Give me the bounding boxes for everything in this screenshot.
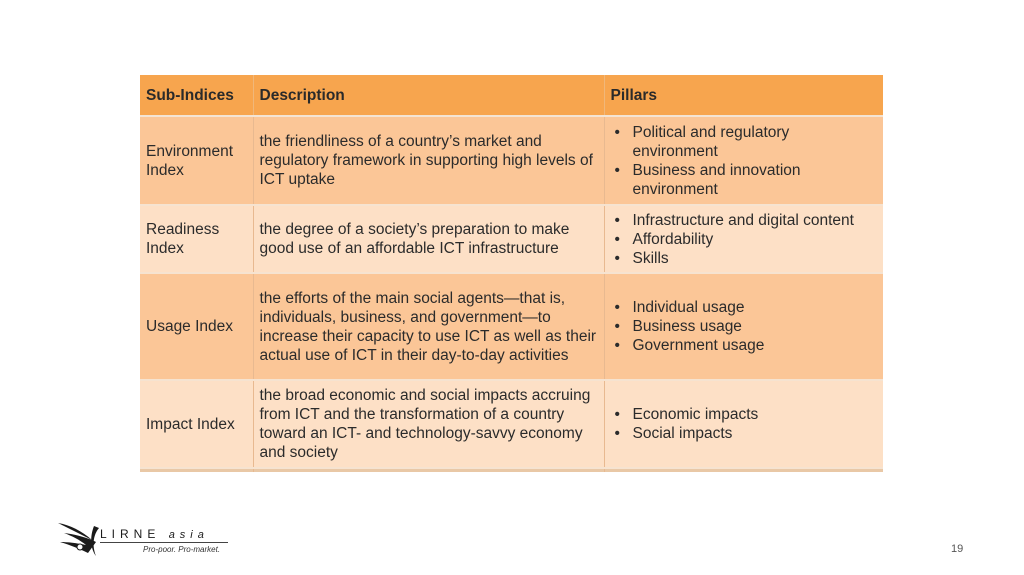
table-row: [140, 205, 883, 273]
pillar-item: • Social impacts: [611, 424, 878, 443]
header-description: Description: [253, 75, 604, 116]
logo-name-main: LIRNE: [100, 527, 161, 541]
sub-index-cell: Readiness Index: [140, 205, 253, 273]
logo-eye-shape: [77, 544, 83, 550]
pillar-item: • Individual usage: [611, 298, 878, 317]
description-cell: the friendliness of a country’s market and regulatory framework in supporting high levels of ICT uptake: [253, 116, 604, 205]
logo-wordmark: [100, 527, 209, 541]
table-row: [140, 273, 883, 380]
table-header-row: [140, 75, 883, 116]
footer-strip-cell: [604, 468, 883, 472]
description-cell: the degree of a society’s preparation to make good use of an affordable ICT infrastructure: [253, 205, 604, 273]
pillar-item: • Infrastructure and digital content: [611, 211, 878, 230]
pillars-list: [611, 123, 878, 199]
table-row: [140, 116, 883, 205]
table-footer-strip: [140, 468, 883, 472]
pillar-item: • Affordability: [611, 230, 878, 249]
pillars-cell: [604, 380, 883, 468]
pillar-item: • Business and innovation environment: [611, 161, 878, 199]
logo-divider: [100, 542, 228, 543]
pillars-cell: [604, 273, 883, 380]
pillar-item: • Political and regulatory environment: [611, 123, 878, 161]
footer-strip-cell: [140, 468, 253, 472]
pillars-list: [611, 298, 878, 355]
sub-index-cell: Environment Index: [140, 116, 253, 205]
description-cell: the broad economic and social impacts accruing from ICT and the transformation of a country toward an ICT- and technology-savvy economy and society: [253, 380, 604, 468]
header-pillars: Pillars: [604, 75, 883, 116]
sub-index-cell: Impact Index: [140, 380, 253, 468]
pillars-cell: [604, 116, 883, 205]
pillar-item: • Economic impacts: [611, 405, 878, 424]
table-row: [140, 380, 883, 468]
logo-swoosh-shape: [91, 526, 99, 556]
pillars-cell: [604, 205, 883, 273]
header-sub-indices: Sub-Indices: [140, 75, 253, 116]
sub-index-cell: Usage Index: [140, 273, 253, 380]
logo-name-suffix: asia: [168, 529, 209, 541]
description-cell: the efforts of the main social agents—that is, individuals, business, and government—to increase their capacity to use ICT as well as their actual use of ICT in their day-to-day activities: [253, 273, 604, 380]
pillar-item: • Government usage: [611, 336, 878, 355]
sub-indices-table: [140, 75, 883, 472]
logo-tagline: Pro-poor. Pro-market.: [143, 545, 221, 554]
page-number: 19: [951, 543, 964, 555]
footer-strip-cell: [253, 468, 604, 472]
pillar-item: • Skills: [611, 249, 878, 268]
pillars-list: [611, 211, 878, 268]
pillar-item: • Business usage: [611, 317, 878, 336]
pillars-list: [611, 405, 878, 443]
